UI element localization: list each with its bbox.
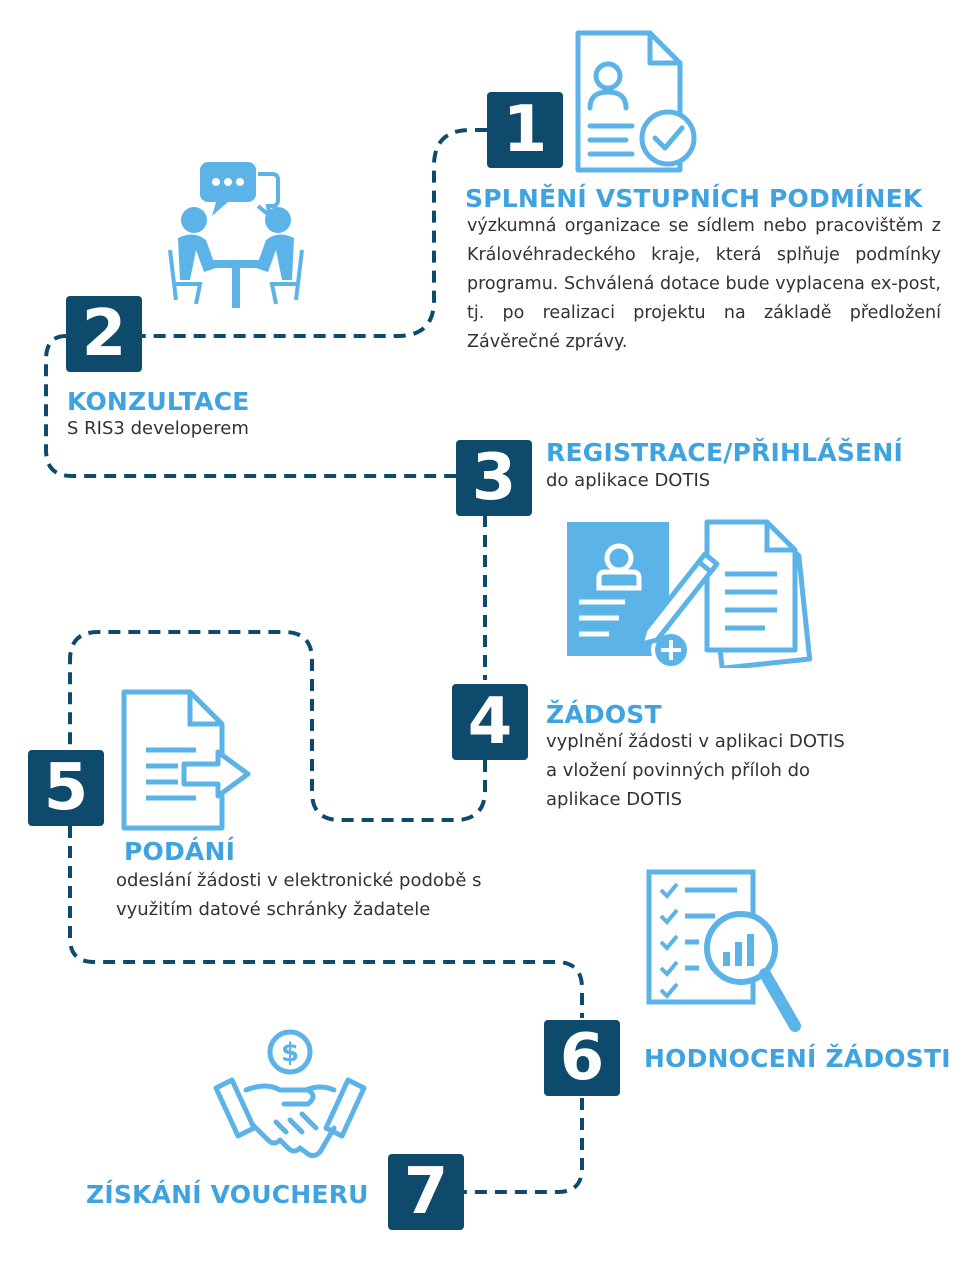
- step-5-title: PODÁNÍ: [124, 837, 236, 866]
- step-1-description: výzkumná organizace se sídlem nebo pracovištěm z Královéhradeckého kraje, která splňuje podmínky programu. Schválená dotace bude vyplacena ex-post, tj. po realizaci projektu na základě předložení Závěrečné zprávy.: [467, 216, 941, 352]
- registration-icon: [565, 518, 815, 668]
- step-5-description: odeslání žádosti v elektronické podobě s využitím datové schránky žadatele: [116, 870, 482, 920]
- step-4-number: 4: [452, 684, 528, 760]
- step-3-number: 3: [456, 440, 532, 516]
- step-5-number: 5: [28, 750, 104, 826]
- step-4-title: ŽÁDOST: [546, 700, 662, 729]
- resume-check-icon: [570, 28, 700, 178]
- consultation-icon: [160, 160, 310, 310]
- step-3-title: REGISTRACE/PŘIHLÁŠENÍ: [546, 438, 903, 467]
- step-2-description: S RIS3 developerem: [67, 418, 249, 439]
- svg-text:$: $: [280, 1038, 300, 1068]
- step-6-title: HODNOCENÍ ŽÁDOSTI: [644, 1044, 951, 1073]
- document-send-icon: [118, 686, 254, 836]
- step-2-title: KONZULTACE: [67, 387, 250, 416]
- step-3-description: do aplikace DOTIS: [546, 470, 711, 491]
- step-4-description: vyplnění žádosti v aplikaci DOTIS a vložení povinných příloh do aplikace DOTIS: [546, 731, 845, 810]
- step-7-title: ZÍSKÁNÍ VOUCHERU: [86, 1180, 369, 1209]
- step-2-number: 2: [66, 296, 142, 372]
- evaluation-icon: [645, 868, 805, 1038]
- step-1-title: SPLNĚNÍ VSTUPNÍCH PODMÍNEK: [465, 184, 923, 213]
- step-1-number: 1: [487, 92, 563, 168]
- step-7-number: 7: [388, 1154, 464, 1230]
- connector-6-7: [464, 1098, 582, 1192]
- handshake-dollar-icon: [210, 1028, 370, 1168]
- step-6-number: 6: [544, 1020, 620, 1096]
